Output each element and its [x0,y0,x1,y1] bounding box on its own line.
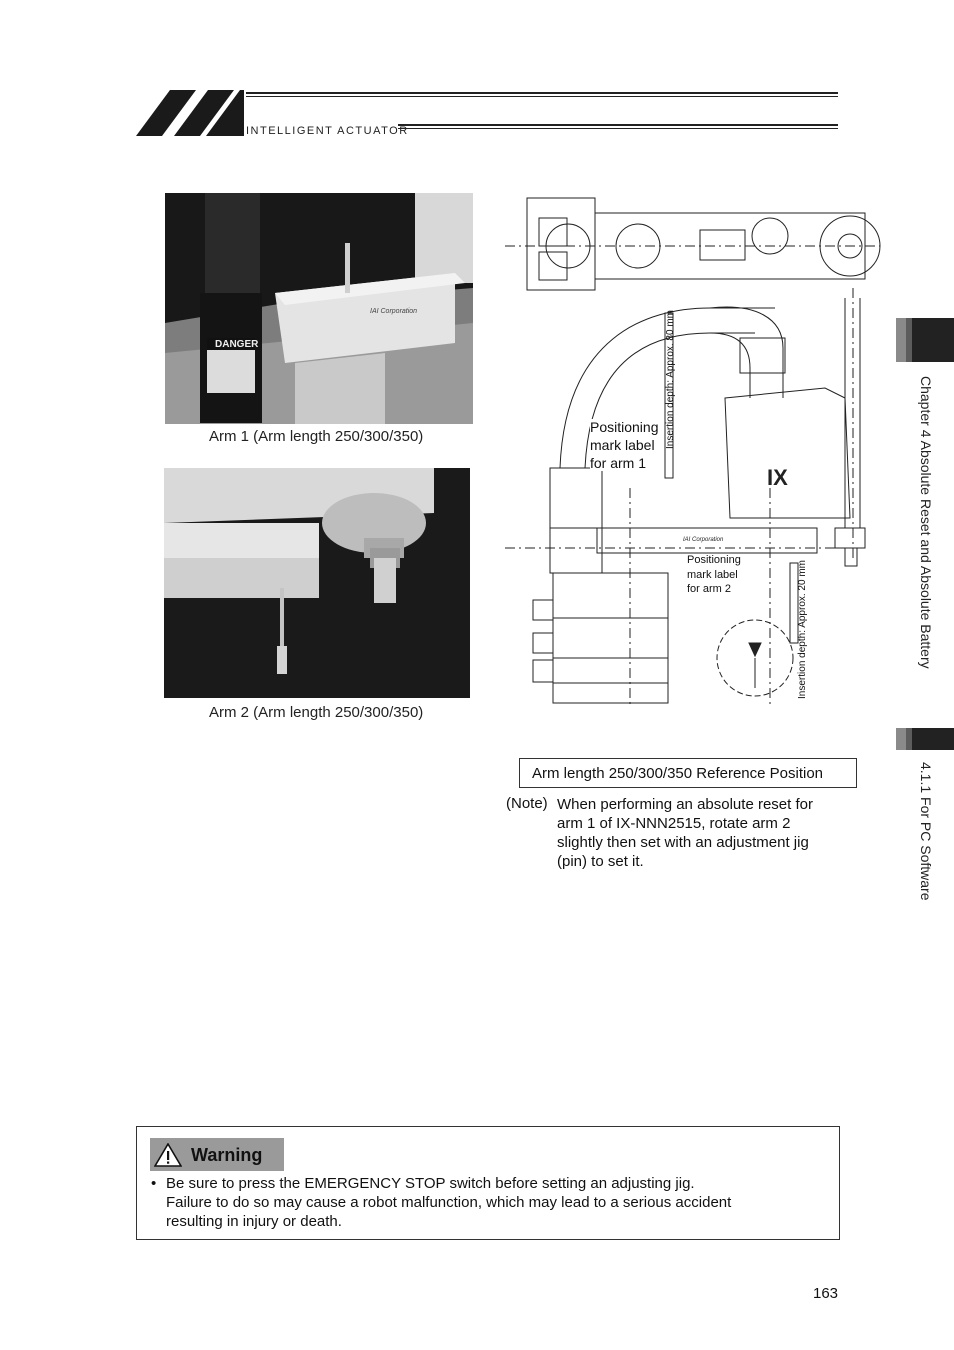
arm1-photo [165,193,473,424]
arm2-label-line1: Positioning [687,554,741,566]
note-body [557,795,813,871]
arm2-caption: Arm 2 (Arm length 250/300/350) [209,704,424,721]
note-line: arm 1 of IX-NNN2515, rotate arm 2 [557,815,791,832]
arm1-label-line2: mark label [590,437,655,453]
note-line: slightly then set with an adjustment jig [557,834,809,851]
warning-line: Failure to do so may cause a robot malfunction, which may lead to a serious accident [166,1194,732,1211]
logo-text: INTELLIGENT ACTUATOR [246,125,409,137]
note-label: (Note) [506,795,548,812]
note-line: (pin) to set it. [557,853,644,870]
warning-line: Be sure to press the EMERGENCY STOP switch before setting an adjusting jig. [166,1175,695,1192]
danger-label: DANGER [215,339,259,350]
reference-position-box [519,758,857,788]
scara-drawing [505,188,885,758]
arm2-label-line2: mark label [687,569,738,581]
ix-logo: IX [767,465,788,490]
warning-bullet: • [151,1175,157,1192]
chapter-title: Chapter 4 Absolute Reset and Absolute Battery [918,376,934,669]
arm1-label-line3: for arm 1 [590,455,647,471]
iai-logo-icon [136,90,246,136]
warning-line: resulting in injury or death. [166,1213,342,1230]
arm1-label-line1: Positioning [590,419,659,435]
warning-box [136,1126,840,1240]
warning-header [150,1138,284,1171]
arm2-label-line3: for arm 2 [687,583,732,595]
note-line: When performing an absolute reset for [557,796,813,813]
warning-title: Warning [191,1145,263,1165]
reference-drawing [505,188,885,758]
section-tab-marker [896,728,954,750]
warning-text [166,1174,731,1231]
insertion-depth-20-label: Insertion depth: Approx. 20 mm [797,560,808,699]
arm1-caption: Arm 1 (Arm length 250/300/350) [209,428,424,445]
chapter-tab-marker [896,318,954,362]
arm2-photo [164,468,470,698]
section-title: 4.1.1 For PC Software [918,762,934,901]
insertion-depth-80-label: Insertion depth: Approx. 80 mm [665,310,676,449]
page-number: 163 [813,1285,839,1302]
reference-position-text: Arm length 250/300/350 Reference Position [532,765,824,782]
arm1-brand-label: IAI Corporation [370,308,418,315]
drawing-brand: IAI Corporation [683,537,724,543]
warning-triangle-icon [154,1143,182,1167]
